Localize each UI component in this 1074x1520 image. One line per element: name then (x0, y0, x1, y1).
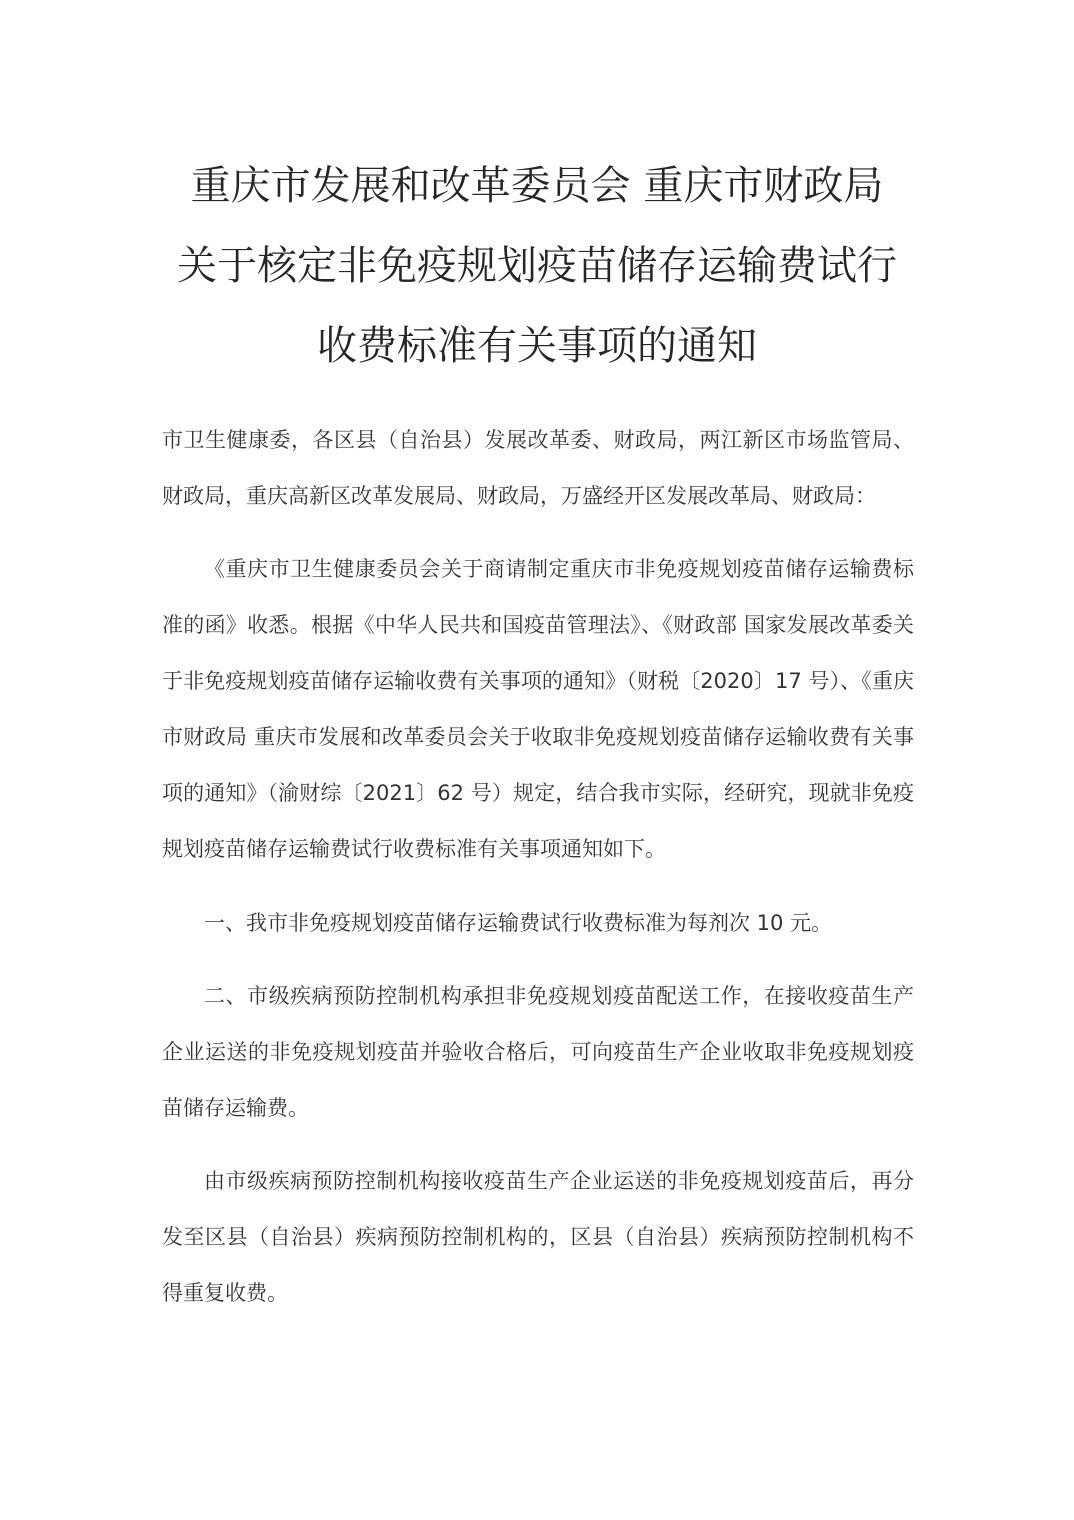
paragraph-reference: 《重庆市卫生健康委员会关于商请制定重庆市非免疫规划疫苗储存运输费标准的函》收悉。根据《中华人民共和国疫苗管理法》、《财政部 国家发展改革委关于非免疫规划疫苗储存运输收费有关事项的通知》（财税〔2020〕17 号）、《重庆市财政局 重庆市发展和改革委员会关于收取非免疫规划疫苗储存运输收费有关事项的通知》（渝财综〔2021〕62 号）规定，结合我市实际，经研究，现就非免疫规划疫苗储存运输费试行收费标准有关事项通知如下。 (162, 557, 914, 861)
title-line-3: 收费标准有关事项的通知 (317, 323, 757, 369)
addressee: 市卫生健康委，各区县（自治县）发展改革委、财政局，两江新区市场监管局、财政局，重庆高新区改革发展局、财政局，万盛经开区发展改革局、财政局： (162, 428, 914, 508)
title-line-1: 重庆市发展和改革委员会 重庆市财政局 (190, 163, 884, 209)
title-line-2: 关于核定非免疫规划疫苗储存运输费试行 (177, 243, 897, 289)
document-title (150, 146, 924, 386)
paragraph-item-2-supplement: 由市级疾病预防控制机构接收疫苗生产企业运送的非免疫规划疫苗后，再分发至区县（自治县）疾病预防控制机构的，区县（自治县）疾病预防控制机构不得重复收费。 (162, 1169, 914, 1305)
paragraph-item-1: 一、我市非免疫规划疫苗储存运输费试行收费标准为每剂次 10 元。 (204, 911, 833, 935)
paragraph-item-2: 二、市级疾病预防控制机构承担非免疫规划疫苗配送工作，在接收疫苗生产企业运送的非免疫规划疫苗并验收合格后，可向疫苗生产企业收取非免疫规划疫苗储存运输费。 (162, 984, 914, 1120)
